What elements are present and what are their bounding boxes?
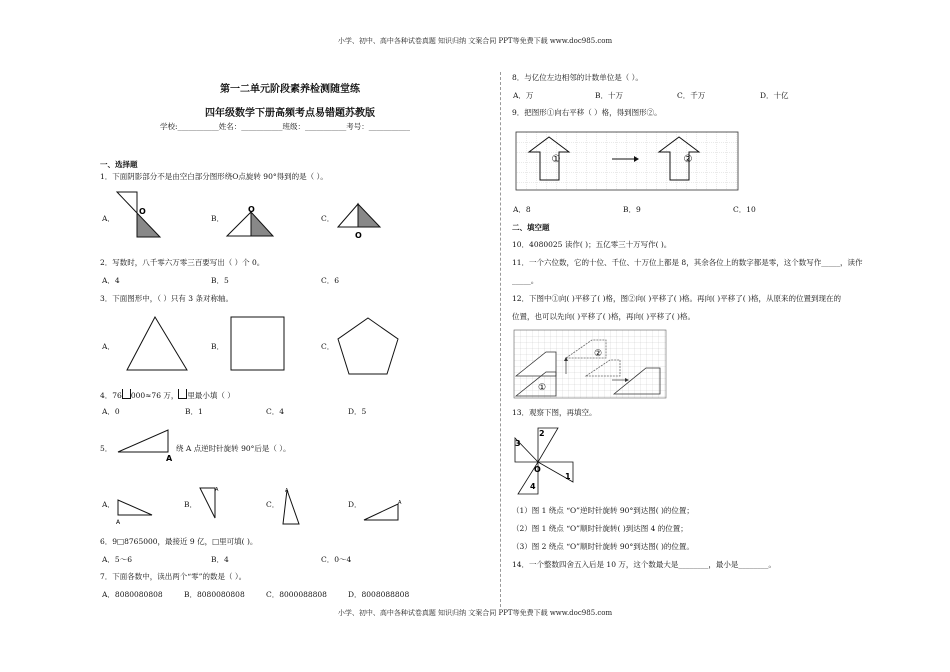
q5-a-a-label: A bbox=[116, 519, 121, 526]
column-divider bbox=[500, 72, 501, 607]
question-11-line2: _____。 bbox=[512, 276, 539, 285]
q1-a-o-label: O bbox=[139, 207, 146, 216]
question-9: 9．把图形①向右平移（ ）格，得到图形②。 bbox=[512, 108, 662, 117]
q13-label-o: O bbox=[534, 465, 541, 474]
q5-a-label: A bbox=[166, 454, 173, 463]
q4-blank-box-2 bbox=[178, 389, 187, 399]
q4-option-a: A．0 bbox=[102, 407, 120, 416]
q12-label-2: ② bbox=[593, 349, 603, 359]
title-main: 第一二单元阶段素养检测随堂练 bbox=[220, 84, 360, 95]
q5-option-a: A． bbox=[102, 500, 115, 509]
q9-option-c: C．10 bbox=[733, 205, 756, 214]
section-fill: 二、填空题 bbox=[512, 223, 550, 232]
footer-note: 小学、初中、高中各种试卷真题 知识归纳 文案合同 PPT等免费下载 www.doc985.com bbox=[337, 609, 613, 617]
q4-mid: 000≈76 万， bbox=[130, 391, 179, 400]
q9-option-b: B．9 bbox=[623, 205, 641, 214]
q1-option-a: A． bbox=[102, 214, 115, 223]
question-2: 2．写数时，八千零六万零三百要写出（ ）个 0。 bbox=[100, 258, 265, 267]
q4-suffix: 里最小填（ ） bbox=[187, 391, 235, 400]
q7-option-a: A．8080080808 bbox=[102, 590, 163, 599]
question-4 bbox=[100, 389, 235, 401]
q4-blank-box-1 bbox=[122, 389, 131, 399]
question-13-part3: （3）图 2 绕点 “O”顺时针旋转 90°到达图( )的位置。 bbox=[512, 542, 694, 551]
q5-figure-c bbox=[281, 488, 305, 528]
header-note: 小学、初中、高中各种试卷真题 知识归纳 文案合同 PPT等免费下载 www.doc985.com bbox=[337, 37, 613, 45]
q4-prefix: 4．76 bbox=[100, 391, 122, 400]
q5-c-a-label: A bbox=[285, 488, 289, 494]
q1-option-b: B． bbox=[211, 214, 225, 223]
q5-d-a-label: A bbox=[398, 500, 402, 506]
title-sub: 四年级数学下册高频考点易错题苏教版 bbox=[205, 108, 375, 119]
q8-option-a: A．万 bbox=[513, 91, 534, 100]
q3-pentagon bbox=[335, 316, 401, 376]
q13-label-3: 3 bbox=[515, 439, 521, 448]
q5-figure-a bbox=[116, 498, 156, 526]
question-13: 13．观察下图，再填空。 bbox=[512, 408, 597, 417]
q1-figure-b bbox=[225, 206, 280, 240]
q7-option-b: B．8080080808 bbox=[184, 590, 245, 599]
question-5-number: 5． bbox=[100, 444, 113, 453]
q9-label-2: ② bbox=[683, 154, 693, 165]
q3-option-a: A． bbox=[102, 342, 115, 351]
q7-option-c: C．8000088808 bbox=[266, 590, 327, 599]
q4-option-d: D．5 bbox=[348, 407, 367, 416]
q9-option-a: A．8 bbox=[513, 205, 531, 214]
q6-option-a: A．5～6 bbox=[102, 555, 132, 564]
q7-option-d: D．8008088808 bbox=[348, 590, 410, 599]
question-7: 7．下面各数中，读出两个“零”的数是（ ）。 bbox=[100, 572, 247, 581]
q5-figure-b bbox=[198, 486, 222, 522]
q5-b-a-label: A bbox=[215, 487, 219, 493]
q2-option-a: A．4 bbox=[102, 276, 120, 285]
q8-option-c: C．千万 bbox=[677, 91, 706, 100]
question-13-part2: （2）图 1 绕点 “O”顺时针旋转( )到达图 4 的位置； bbox=[512, 524, 688, 533]
question-12-line2: 位置，也可以先向( )平移了( )格，再向( )平移了( )格。 bbox=[512, 312, 695, 321]
q12-label-1: ① bbox=[537, 383, 547, 393]
question-1: 1．下面阴影部分不是由空白部分图形绕O点旋转 90°得到的是（ ）。 bbox=[100, 172, 328, 181]
q1-option-c: C． bbox=[321, 214, 335, 223]
q2-option-c: C．6 bbox=[321, 276, 340, 285]
q13-pinwheel-figure bbox=[513, 426, 577, 498]
question-6: 6．9□8765000，最接近 9 亿，□里可填( )。 bbox=[100, 537, 258, 546]
question-13-part1: （1）图 1 绕点 “O”逆时针旋转 90°到达图( )的位置； bbox=[512, 506, 694, 515]
q3-triangle bbox=[125, 315, 190, 373]
question-14: 14．一个整数四舍五入后是 10 万，这个数最大是________，最小是________。 bbox=[512, 560, 776, 569]
q3-option-c: C． bbox=[321, 342, 335, 351]
q5-option-b: B． bbox=[184, 500, 198, 509]
q3-option-b: B． bbox=[211, 342, 225, 351]
q5-figure-d bbox=[362, 498, 406, 524]
q4-option-b: B．1 bbox=[185, 407, 203, 416]
question-8: 8．与亿位左边相邻的计数单位是（ ）。 bbox=[512, 73, 643, 82]
question-5-text: 绕 A 点逆时针旋转 90°后是（ ）。 bbox=[176, 444, 291, 453]
q3-square bbox=[230, 316, 286, 372]
q6-option-c: C．0～4 bbox=[321, 555, 352, 564]
q8-option-d: D．十亿 bbox=[760, 91, 789, 100]
q1-figure-c bbox=[336, 202, 386, 242]
q5-option-d: D． bbox=[348, 500, 362, 509]
q1-b-o-label: O bbox=[248, 205, 255, 214]
q9-grid-figure bbox=[516, 132, 738, 192]
q13-label-1: 1 bbox=[565, 472, 571, 481]
q9-label-1: ① bbox=[551, 154, 561, 165]
section-choice: 一、选择题 bbox=[100, 160, 138, 169]
q13-label-4: 4 bbox=[530, 482, 536, 491]
q4-option-c: C．4 bbox=[266, 407, 285, 416]
q1-figure-a bbox=[115, 190, 165, 240]
q13-label-2: 2 bbox=[539, 429, 545, 438]
q2-option-b: B．5 bbox=[211, 276, 229, 285]
q1-c-o-label: O bbox=[355, 231, 362, 240]
info-line: 学校:___________姓名：___________班级：___________考号：___________ bbox=[160, 122, 411, 131]
q5-option-c: C． bbox=[266, 500, 280, 509]
question-12-line1: 12．下图中①向( )平移了( )格，图②向( )平移了( )格。再向( )平移了( )格，从原来的位置到现在的 bbox=[512, 294, 841, 303]
q6-option-b: B．4 bbox=[211, 555, 229, 564]
q5-triangle bbox=[116, 426, 176, 461]
question-3: 3．下面图形中，（ ）只有 3 条对称轴。 bbox=[100, 294, 233, 303]
question-10: 10．4080025 读作( )；五亿零三十万写作( )。 bbox=[512, 240, 672, 249]
q8-option-b: B．十万 bbox=[595, 91, 624, 100]
q12-grid-figure bbox=[514, 330, 666, 400]
question-11-line1: 11．一个六位数，它的十位、千位、十万位上都是 8，其余各位上的数字都是零，这个数写作_____，读作 bbox=[512, 258, 863, 267]
